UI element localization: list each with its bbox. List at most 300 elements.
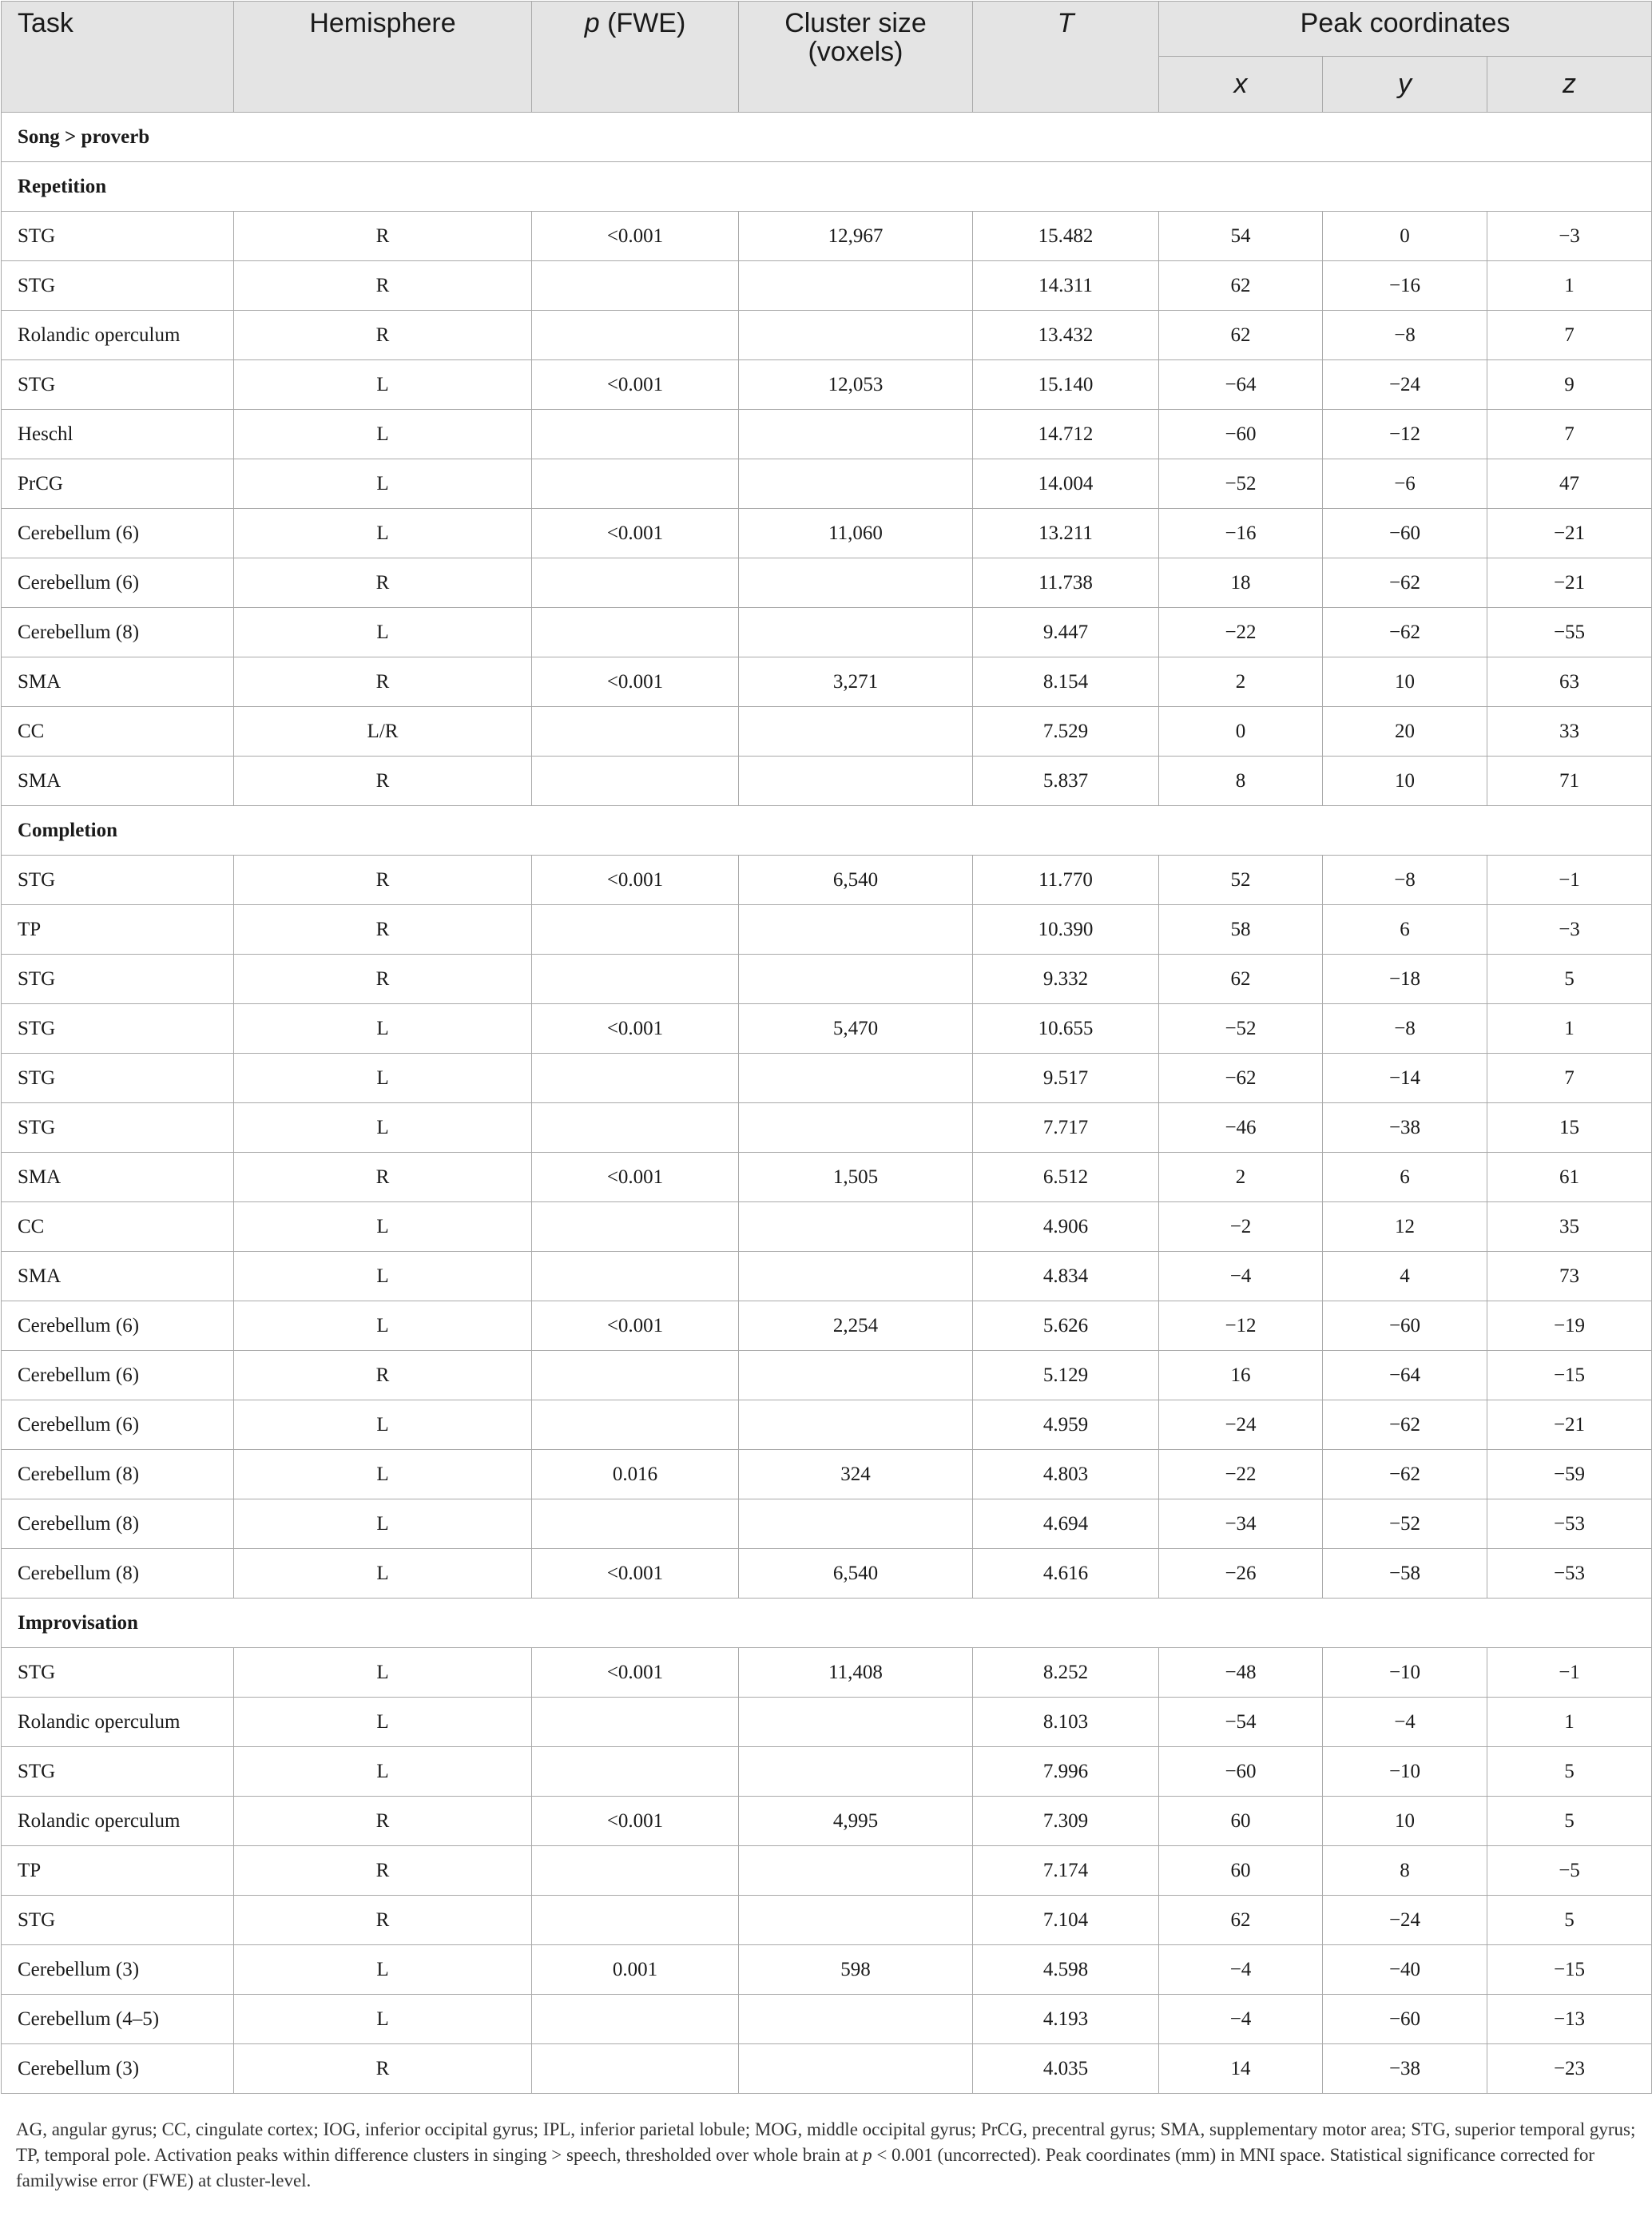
cell-p-fwe xyxy=(532,1846,739,1896)
table-row xyxy=(2,410,1652,459)
cell-cluster-size: 11,408 xyxy=(739,1648,973,1698)
cell-cluster-size: 324 xyxy=(739,1450,973,1499)
cell-hemisphere: R xyxy=(234,212,532,261)
cell-peak-x: 60 xyxy=(1159,1846,1323,1896)
header-cluster-size xyxy=(739,2,973,113)
cell-peak-z: 1 xyxy=(1487,261,1652,311)
cell-region: Cerebellum (4–5) xyxy=(2,1995,234,2044)
cell-t-value: 10.390 xyxy=(973,905,1159,955)
cell-cluster-size: 598 xyxy=(739,1945,973,1995)
cell-peak-y: −52 xyxy=(1323,1499,1487,1549)
cell-cluster-size xyxy=(739,311,973,360)
cell-t-value: 4.616 xyxy=(973,1549,1159,1599)
cell-hemisphere: R xyxy=(234,856,532,905)
table-row xyxy=(2,1797,1652,1846)
cell-p-fwe: <0.001 xyxy=(532,1301,739,1351)
cell-t-value: 15.482 xyxy=(973,212,1159,261)
contrast-heading: Song > proverb xyxy=(2,113,1652,162)
cell-region: Rolandic operculum xyxy=(2,1698,234,1747)
cell-region: STG xyxy=(2,856,234,905)
cell-peak-z: 5 xyxy=(1487,1896,1652,1945)
cell-region: Cerebellum (8) xyxy=(2,1549,234,1599)
cell-peak-z: −19 xyxy=(1487,1301,1652,1351)
cell-peak-y: −4 xyxy=(1323,1698,1487,1747)
cell-hemisphere: R xyxy=(234,905,532,955)
cell-peak-y: 10 xyxy=(1323,657,1487,707)
cell-cluster-size xyxy=(739,558,973,608)
header-t xyxy=(973,2,1159,113)
cell-peak-z: −53 xyxy=(1487,1499,1652,1549)
cell-p-fwe: <0.001 xyxy=(532,509,739,558)
cell-peak-y: −8 xyxy=(1323,311,1487,360)
cell-region: TP xyxy=(2,905,234,955)
cell-region: Rolandic operculum xyxy=(2,1797,234,1846)
cell-region: STG xyxy=(2,955,234,1004)
cell-peak-y: 4 xyxy=(1323,1252,1487,1301)
cell-hemisphere: L xyxy=(234,1499,532,1549)
cell-peak-x: −4 xyxy=(1159,1945,1323,1995)
cell-peak-y: −62 xyxy=(1323,1400,1487,1450)
section-heading: Completion xyxy=(2,806,1652,856)
cell-peak-y: −10 xyxy=(1323,1747,1487,1797)
cell-peak-x: 62 xyxy=(1159,311,1323,360)
table-row xyxy=(2,1499,1652,1549)
cell-peak-z: 7 xyxy=(1487,1054,1652,1103)
header-p-symbol: p xyxy=(584,8,600,38)
cell-peak-y: −40 xyxy=(1323,1945,1487,1995)
cell-hemisphere: L xyxy=(234,1202,532,1252)
cell-t-value: 8.252 xyxy=(973,1648,1159,1698)
cell-t-value: 5.129 xyxy=(973,1351,1159,1400)
cell-cluster-size: 6,540 xyxy=(739,856,973,905)
cell-peak-x: 60 xyxy=(1159,1797,1323,1846)
cell-peak-x: −24 xyxy=(1159,1400,1323,1450)
cell-hemisphere: R xyxy=(234,1153,532,1202)
cell-peak-x: −34 xyxy=(1159,1499,1323,1549)
cell-peak-x: −60 xyxy=(1159,410,1323,459)
table-row xyxy=(2,1896,1652,1945)
table-header xyxy=(2,2,1652,113)
table-row xyxy=(2,1351,1652,1400)
table-row xyxy=(2,261,1652,311)
cell-peak-y: 10 xyxy=(1323,1797,1487,1846)
cell-cluster-size xyxy=(739,905,973,955)
header-task: Task xyxy=(2,2,234,113)
cell-region: SMA xyxy=(2,1252,234,1301)
cell-p-fwe: <0.001 xyxy=(532,1004,739,1054)
cell-t-value: 9.332 xyxy=(973,955,1159,1004)
section-row xyxy=(2,162,1652,212)
table-row xyxy=(2,1301,1652,1351)
cell-peak-z: 47 xyxy=(1487,459,1652,509)
cell-peak-x: 8 xyxy=(1159,757,1323,806)
cell-hemisphere: R xyxy=(234,1846,532,1896)
cell-peak-z: 1 xyxy=(1487,1004,1652,1054)
cell-region: Heschl xyxy=(2,410,234,459)
cell-hemisphere: L xyxy=(234,1252,532,1301)
cell-region: STG xyxy=(2,261,234,311)
cell-peak-z: 33 xyxy=(1487,707,1652,757)
cell-t-value: 4.598 xyxy=(973,1945,1159,1995)
cell-peak-y: 12 xyxy=(1323,1202,1487,1252)
table-row xyxy=(2,1004,1652,1054)
cell-peak-x: 16 xyxy=(1159,1351,1323,1400)
table-row xyxy=(2,1648,1652,1698)
cell-peak-x: 62 xyxy=(1159,1896,1323,1945)
cell-peak-x: −62 xyxy=(1159,1054,1323,1103)
cell-region: TP xyxy=(2,1846,234,1896)
cell-peak-y: −64 xyxy=(1323,1351,1487,1400)
cell-region: Cerebellum (3) xyxy=(2,2044,234,2094)
cell-peak-y: −24 xyxy=(1323,1896,1487,1945)
cell-region: Cerebellum (8) xyxy=(2,608,234,657)
cell-region: STG xyxy=(2,1054,234,1103)
section-row xyxy=(2,1599,1652,1648)
cell-peak-z: −5 xyxy=(1487,1846,1652,1896)
table-row xyxy=(2,1054,1652,1103)
cell-cluster-size: 12,967 xyxy=(739,212,973,261)
table-row xyxy=(2,1698,1652,1747)
cell-t-value: 4.959 xyxy=(973,1400,1159,1450)
cell-cluster-size: 2,254 xyxy=(739,1301,973,1351)
table-row xyxy=(2,2044,1652,2094)
cell-cluster-size xyxy=(739,1054,973,1103)
cell-peak-z: −21 xyxy=(1487,558,1652,608)
cell-region: STG xyxy=(2,1747,234,1797)
table-row xyxy=(2,558,1652,608)
cell-peak-x: 62 xyxy=(1159,955,1323,1004)
cell-hemisphere: R xyxy=(234,558,532,608)
cell-p-fwe: <0.001 xyxy=(532,1153,739,1202)
cell-hemisphere: L xyxy=(234,1995,532,2044)
table-row xyxy=(2,1252,1652,1301)
cell-peak-z: −21 xyxy=(1487,1400,1652,1450)
header-peak-coordinates: Peak coordinates xyxy=(1159,2,1652,57)
cell-peak-y: −10 xyxy=(1323,1648,1487,1698)
cell-peak-y: −16 xyxy=(1323,261,1487,311)
cell-cluster-size: 3,271 xyxy=(739,657,973,707)
cell-hemisphere: L xyxy=(234,360,532,410)
table-row xyxy=(2,856,1652,905)
cell-p-fwe xyxy=(532,1054,739,1103)
cell-peak-y: −8 xyxy=(1323,1004,1487,1054)
cell-cluster-size: 4,995 xyxy=(739,1797,973,1846)
cell-cluster-size xyxy=(739,757,973,806)
cell-peak-y: 10 xyxy=(1323,757,1487,806)
cell-peak-z: −1 xyxy=(1487,856,1652,905)
cell-peak-y: 0 xyxy=(1323,212,1487,261)
cell-peak-y: −60 xyxy=(1323,509,1487,558)
cell-peak-y: −62 xyxy=(1323,558,1487,608)
table-row xyxy=(2,657,1652,707)
cell-t-value: 7.104 xyxy=(973,1896,1159,1945)
cell-hemisphere: R xyxy=(234,757,532,806)
cell-cluster-size: 5,470 xyxy=(739,1004,973,1054)
cell-peak-y: −62 xyxy=(1323,608,1487,657)
cell-t-value: 11.738 xyxy=(973,558,1159,608)
cell-peak-z: 71 xyxy=(1487,757,1652,806)
cell-region: Cerebellum (6) xyxy=(2,509,234,558)
cell-hemisphere: L xyxy=(234,1698,532,1747)
cell-peak-y: 6 xyxy=(1323,1153,1487,1202)
cell-region: Cerebellum (8) xyxy=(2,1499,234,1549)
table-row xyxy=(2,905,1652,955)
cell-peak-y: −38 xyxy=(1323,1103,1487,1153)
cell-peak-x: −48 xyxy=(1159,1648,1323,1698)
cell-cluster-size xyxy=(739,1747,973,1797)
cell-region: SMA xyxy=(2,757,234,806)
cell-cluster-size xyxy=(739,1499,973,1549)
table-row xyxy=(2,1202,1652,1252)
cell-peak-x: −4 xyxy=(1159,1995,1323,2044)
cell-peak-x: 0 xyxy=(1159,707,1323,757)
cell-peak-z: 5 xyxy=(1487,1797,1652,1846)
section-heading: Improvisation xyxy=(2,1599,1652,1648)
table-row xyxy=(2,1747,1652,1797)
cell-peak-x: 52 xyxy=(1159,856,1323,905)
cell-t-value: 4.193 xyxy=(973,1995,1159,2044)
table-row xyxy=(2,311,1652,360)
cell-region: STG xyxy=(2,1004,234,1054)
cell-cluster-size xyxy=(739,1351,973,1400)
table-row xyxy=(2,459,1652,509)
cell-peak-y: −14 xyxy=(1323,1054,1487,1103)
cell-peak-x: 14 xyxy=(1159,2044,1323,2094)
cell-peak-x: −16 xyxy=(1159,509,1323,558)
cell-peak-y: −38 xyxy=(1323,2044,1487,2094)
header-cluster-line1: Cluster size xyxy=(784,8,927,38)
table-row xyxy=(2,212,1652,261)
cell-hemisphere: R xyxy=(234,657,532,707)
cell-region: Cerebellum (3) xyxy=(2,1945,234,1995)
cell-peak-z: 73 xyxy=(1487,1252,1652,1301)
cell-peak-z: −23 xyxy=(1487,2044,1652,2094)
cell-hemisphere: L xyxy=(234,1945,532,1995)
cell-hemisphere: L xyxy=(234,1054,532,1103)
cell-peak-x: −64 xyxy=(1159,360,1323,410)
cell-t-value: 11.770 xyxy=(973,856,1159,905)
cell-region: Cerebellum (6) xyxy=(2,558,234,608)
cell-hemisphere: L xyxy=(234,1549,532,1599)
cell-hemisphere: L xyxy=(234,1450,532,1499)
cell-peak-x: −60 xyxy=(1159,1747,1323,1797)
cell-peak-z: −3 xyxy=(1487,212,1652,261)
cell-hemisphere: L xyxy=(234,1004,532,1054)
cell-peak-x: −52 xyxy=(1159,1004,1323,1054)
cell-p-fwe xyxy=(532,1747,739,1797)
cell-peak-y: −24 xyxy=(1323,360,1487,410)
cell-t-value: 7.174 xyxy=(973,1846,1159,1896)
cell-p-fwe xyxy=(532,1995,739,2044)
cell-p-fwe: 0.016 xyxy=(532,1450,739,1499)
cell-p-fwe xyxy=(532,459,739,509)
cell-t-value: 4.834 xyxy=(973,1252,1159,1301)
cell-t-value: 9.517 xyxy=(973,1054,1159,1103)
cell-peak-x: 2 xyxy=(1159,657,1323,707)
cell-p-fwe xyxy=(532,1896,739,1945)
cell-peak-z: 9 xyxy=(1487,360,1652,410)
cell-peak-x: −54 xyxy=(1159,1698,1323,1747)
cell-t-value: 10.655 xyxy=(973,1004,1159,1054)
cell-peak-x: 2 xyxy=(1159,1153,1323,1202)
cell-t-value: 7.309 xyxy=(973,1797,1159,1846)
cell-t-value: 13.211 xyxy=(973,509,1159,558)
cell-hemisphere: R xyxy=(234,955,532,1004)
cell-peak-z: 7 xyxy=(1487,311,1652,360)
footnote-part1: AG, angular gyrus; CC, cingulate cortex; IOG, inferior occipital gyrus; IPL, inferior parietal lobule; MOG, middle occipital gyrus; PrCG, precentral gyrus; SMA, supplementary motor area; STG, superior temporal gyrus; TP, temporal pole. Activation peaks within difference clusters in singing > speech, thresholded over whole brain at xyxy=(16,2119,1636,2165)
cell-peak-x: −26 xyxy=(1159,1549,1323,1599)
cell-region: SMA xyxy=(2,657,234,707)
cell-hemisphere: L xyxy=(234,1400,532,1450)
section-row xyxy=(2,806,1652,856)
cell-peak-x: −22 xyxy=(1159,608,1323,657)
cell-t-value: 13.432 xyxy=(973,311,1159,360)
cell-hemisphere: L xyxy=(234,1301,532,1351)
table-row xyxy=(2,360,1652,410)
table-row xyxy=(2,608,1652,657)
cell-peak-z: −15 xyxy=(1487,1945,1652,1995)
cell-p-fwe xyxy=(532,1103,739,1153)
cell-peak-z: −53 xyxy=(1487,1549,1652,1599)
cell-p-fwe xyxy=(532,1202,739,1252)
cell-t-value: 4.694 xyxy=(973,1499,1159,1549)
cell-peak-z: −59 xyxy=(1487,1450,1652,1499)
cell-cluster-size xyxy=(739,410,973,459)
cell-p-fwe xyxy=(532,905,739,955)
cell-cluster-size xyxy=(739,1103,973,1153)
table-row xyxy=(2,1945,1652,1995)
cell-t-value: 14.004 xyxy=(973,459,1159,509)
table-row xyxy=(2,707,1652,757)
table-row xyxy=(2,1103,1652,1153)
cell-peak-z: −13 xyxy=(1487,1995,1652,2044)
cell-t-value: 6.512 xyxy=(973,1153,1159,1202)
cell-peak-x: −46 xyxy=(1159,1103,1323,1153)
cell-t-value: 4.803 xyxy=(973,1450,1159,1499)
cell-peak-x: −12 xyxy=(1159,1301,1323,1351)
table-row xyxy=(2,1846,1652,1896)
table-row xyxy=(2,1400,1652,1450)
cell-peak-z: 7 xyxy=(1487,410,1652,459)
cell-t-value: 9.447 xyxy=(973,608,1159,657)
cell-peak-z: 35 xyxy=(1487,1202,1652,1252)
cell-peak-z: −55 xyxy=(1487,608,1652,657)
cell-region: STG xyxy=(2,1103,234,1153)
footnote-p-symbol: p xyxy=(863,2145,872,2165)
table-row xyxy=(2,1995,1652,2044)
cell-t-value: 14.712 xyxy=(973,410,1159,459)
cell-region: Rolandic operculum xyxy=(2,311,234,360)
cell-cluster-size xyxy=(739,1202,973,1252)
cell-hemisphere: L xyxy=(234,1747,532,1797)
cell-p-fwe xyxy=(532,757,739,806)
cell-t-value: 4.035 xyxy=(973,2044,1159,2094)
cell-region: Cerebellum (6) xyxy=(2,1400,234,1450)
cell-hemisphere: L xyxy=(234,509,532,558)
cell-region: CC xyxy=(2,1202,234,1252)
cell-peak-y: 20 xyxy=(1323,707,1487,757)
cell-peak-x: −2 xyxy=(1159,1202,1323,1252)
cell-t-value: 15.140 xyxy=(973,360,1159,410)
cell-p-fwe: <0.001 xyxy=(532,1797,739,1846)
cell-cluster-size: 6,540 xyxy=(739,1549,973,1599)
cell-hemisphere: L xyxy=(234,1648,532,1698)
cell-peak-z: −1 xyxy=(1487,1648,1652,1698)
cell-t-value: 8.103 xyxy=(973,1698,1159,1747)
cell-cluster-size: 11,060 xyxy=(739,509,973,558)
cell-peak-z: 63 xyxy=(1487,657,1652,707)
cell-cluster-size xyxy=(739,1252,973,1301)
cell-p-fwe: <0.001 xyxy=(532,360,739,410)
cell-peak-x: −52 xyxy=(1159,459,1323,509)
cell-peak-y: −12 xyxy=(1323,410,1487,459)
cell-t-value: 8.154 xyxy=(973,657,1159,707)
cell-region: CC xyxy=(2,707,234,757)
cell-peak-y: −18 xyxy=(1323,955,1487,1004)
cell-p-fwe xyxy=(532,261,739,311)
cell-hemisphere: R xyxy=(234,1797,532,1846)
header-p-suffix: (FWE) xyxy=(599,8,686,38)
cell-cluster-size xyxy=(739,459,973,509)
cell-peak-z: −15 xyxy=(1487,1351,1652,1400)
cell-peak-x: 18 xyxy=(1159,558,1323,608)
cell-region: PrCG xyxy=(2,459,234,509)
cell-t-value: 7.529 xyxy=(973,707,1159,757)
cell-p-fwe xyxy=(532,410,739,459)
activation-peaks-table xyxy=(1,1,1652,2094)
cell-t-value: 7.717 xyxy=(973,1103,1159,1153)
cell-peak-y: −62 xyxy=(1323,1450,1487,1499)
cell-cluster-size xyxy=(739,1400,973,1450)
cell-peak-y: −6 xyxy=(1323,459,1487,509)
cell-p-fwe xyxy=(532,558,739,608)
cell-region: STG xyxy=(2,212,234,261)
cell-peak-y: −8 xyxy=(1323,856,1487,905)
cell-p-fwe: <0.001 xyxy=(532,1648,739,1698)
footnote-part2: < 0.001 (uncorrected). Peak coordinates (mm) in MNI space. Statistical significance corrected for familywise error (FWE) at cluster-level. xyxy=(16,2145,1595,2190)
cell-hemisphere: L xyxy=(234,1103,532,1153)
header-z: z xyxy=(1487,57,1652,113)
cell-region: SMA xyxy=(2,1153,234,1202)
cell-peak-z: −3 xyxy=(1487,905,1652,955)
cell-p-fwe xyxy=(532,608,739,657)
cell-region: STG xyxy=(2,1648,234,1698)
table-row xyxy=(2,1153,1652,1202)
cell-peak-y: 6 xyxy=(1323,905,1487,955)
cell-peak-y: −60 xyxy=(1323,1995,1487,2044)
cell-hemisphere: R xyxy=(234,2044,532,2094)
cell-hemisphere: R xyxy=(234,261,532,311)
table-footnote xyxy=(16,2117,1638,2194)
cell-cluster-size xyxy=(739,2044,973,2094)
cell-p-fwe xyxy=(532,1499,739,1549)
header-hemisphere: Hemisphere xyxy=(234,2,532,113)
cell-p-fwe xyxy=(532,2044,739,2094)
cell-region: Cerebellum (6) xyxy=(2,1301,234,1351)
cell-peak-y: 8 xyxy=(1323,1846,1487,1896)
cell-hemisphere: L/R xyxy=(234,707,532,757)
cell-cluster-size: 12,053 xyxy=(739,360,973,410)
cell-cluster-size xyxy=(739,707,973,757)
table-body xyxy=(2,113,1652,2094)
cell-p-fwe xyxy=(532,1400,739,1450)
cell-peak-z: 5 xyxy=(1487,1747,1652,1797)
cell-cluster-size xyxy=(739,955,973,1004)
section-heading: Repetition xyxy=(2,162,1652,212)
cell-t-value: 5.626 xyxy=(973,1301,1159,1351)
header-y: y xyxy=(1323,57,1487,113)
cell-peak-z: −21 xyxy=(1487,509,1652,558)
